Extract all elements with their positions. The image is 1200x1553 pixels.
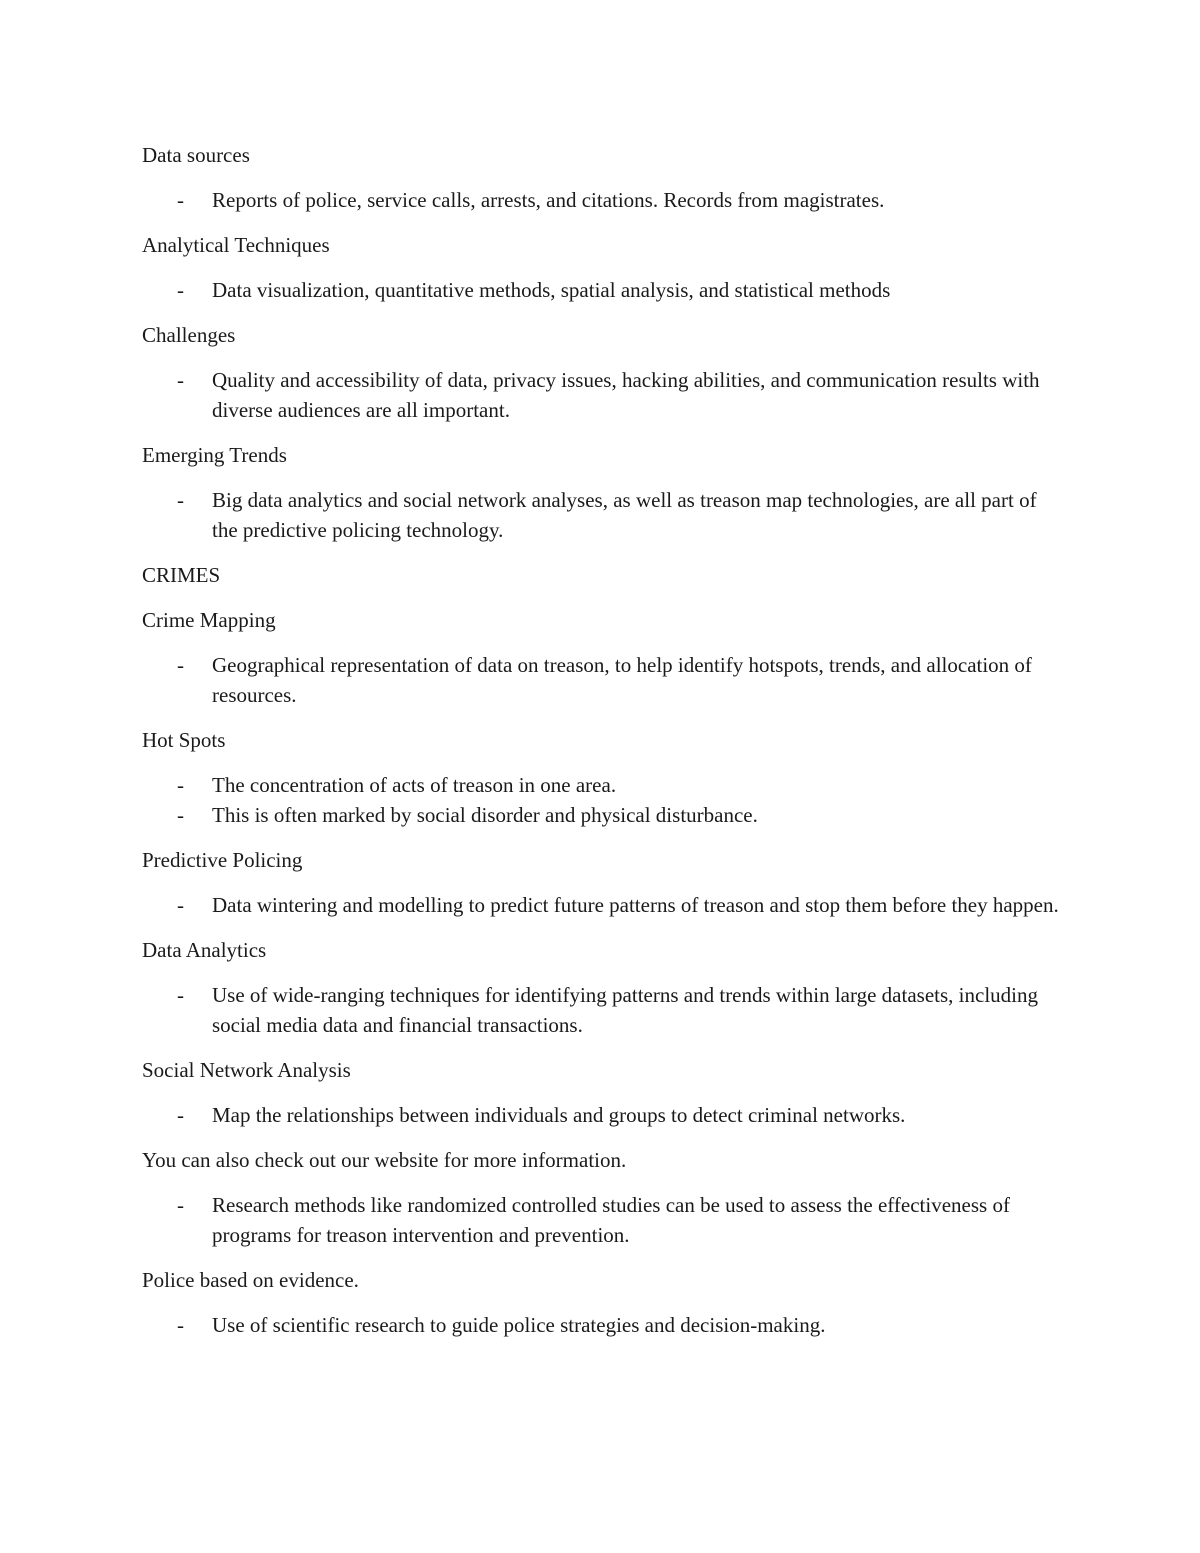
bullet-list: [142, 485, 1062, 545]
bullet-text: Map the relationships between individuals and groups to detect criminal networks.: [212, 1103, 906, 1127]
bullet-item: [142, 185, 1062, 215]
bullet-dash: -: [177, 1103, 184, 1127]
bullet-dash: -: [177, 1313, 184, 1337]
bullet-list: [142, 275, 1062, 305]
bullet-list: [142, 770, 1062, 830]
bullet-list: [142, 1190, 1062, 1250]
bullet-item: [142, 770, 1062, 800]
bullet-item: [142, 275, 1062, 305]
bullet-dash: -: [177, 893, 184, 917]
bullet-dash: -: [177, 368, 184, 392]
bullet-text: Use of scientific research to guide police strategies and decision-making.: [212, 1313, 826, 1337]
bullet-list: [142, 980, 1062, 1040]
bullet-text: Big data analytics and social network analyses, as well as treason map technologies, are all part of the predictive policing technology.: [212, 488, 1037, 542]
section-heading: Data Analytics: [142, 938, 267, 962]
bullet-dash: -: [177, 653, 184, 677]
bullet-text: The concentration of acts of treason in one area.: [212, 773, 617, 797]
bullet-text: Use of wide-ranging techniques for identifying patterns and trends within large datasets, including social media data and financial transactions.: [212, 983, 1038, 1037]
bullet-item: [142, 890, 1062, 920]
bullet-dash: -: [177, 1193, 184, 1217]
section-heading: Analytical Techniques: [142, 233, 330, 257]
bullet-list: [142, 650, 1062, 710]
bullet-item: [142, 365, 1062, 425]
bullet-text: Data visualization, quantitative methods, spatial analysis, and statistical methods: [212, 278, 891, 302]
bullet-text: Data wintering and modelling to predict future patterns of treason and stop them before they happen.: [212, 893, 1059, 917]
section-heading: Predictive Policing: [142, 848, 303, 872]
bullet-text: Quality and accessibility of data, privacy issues, hacking abilities, and communication results with diverse audiences are all important.: [212, 368, 1040, 422]
bullet-dash: -: [177, 803, 184, 827]
section-heading: Challenges: [142, 323, 236, 347]
bullet-text: This is often marked by social disorder and physical disturbance.: [212, 803, 758, 827]
section-heading: Emerging Trends: [142, 443, 287, 467]
bullet-text: Reports of police, service calls, arrests, and citations. Records from magistrates.: [212, 188, 885, 212]
bullet-item: [142, 650, 1062, 710]
section-heading: Hot Spots: [142, 728, 226, 752]
bullet-dash: -: [177, 488, 184, 512]
section-heading: Social Network Analysis: [142, 1058, 351, 1082]
bullet-text: Research methods like randomized controlled studies can be used to assess the effectiveness of programs for treason intervention and prevention.: [212, 1193, 1010, 1247]
bullet-item: [142, 800, 1062, 830]
bullet-dash: -: [177, 773, 184, 797]
bullet-list: [142, 365, 1062, 425]
bullet-list: [142, 185, 1062, 215]
document-body: [142, 140, 1062, 1355]
section-heading: Police based on evidence.: [142, 1268, 359, 1292]
bullet-dash: -: [177, 278, 184, 302]
bullet-dash: -: [177, 188, 184, 212]
section-heading: Crime Mapping: [142, 608, 276, 632]
section-heading: You can also check out our website for more information.: [142, 1148, 627, 1172]
section-heading: Data sources: [142, 143, 250, 167]
bullet-list: [142, 1100, 1062, 1130]
bullet-text: Geographical representation of data on treason, to help identify hotspots, trends, and allocation of resources.: [212, 653, 1032, 707]
bullet-dash: -: [177, 983, 184, 1007]
bullet-list: [142, 890, 1062, 920]
bullet-item: [142, 485, 1062, 545]
section-heading: CRIMES: [142, 563, 221, 587]
bullet-item: [142, 980, 1062, 1040]
bullet-item: [142, 1100, 1062, 1130]
bullet-list: [142, 1310, 1062, 1340]
bullet-item: [142, 1190, 1062, 1250]
bullet-item: [142, 1310, 1062, 1340]
